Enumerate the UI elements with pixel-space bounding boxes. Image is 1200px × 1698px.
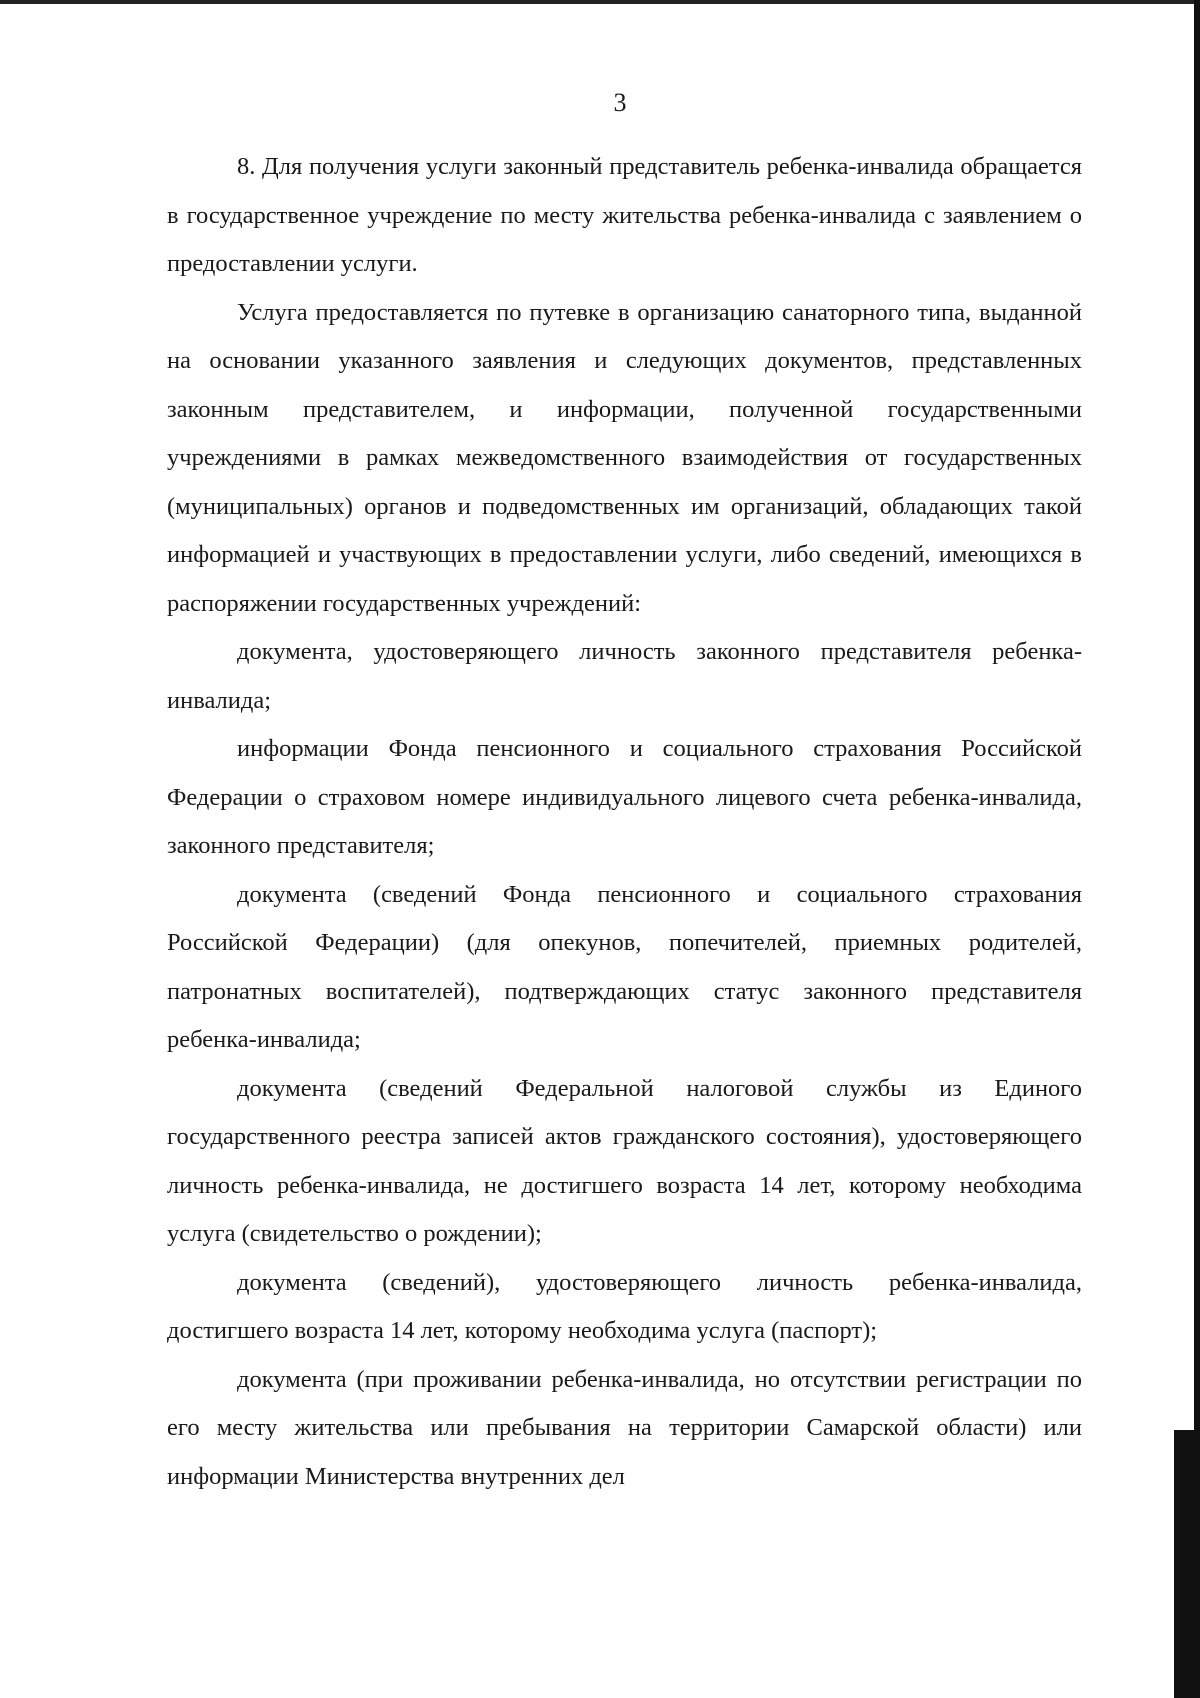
scan-right-edge-shadow-lower (1174, 1430, 1200, 1698)
document-body (167, 143, 1082, 1501)
paragraph-doc-passport: документа (сведений), удостоверяющего личность ребенка-инвалида, достигшего возраста 14 лет, которому необходима услуга (паспорт); (167, 1268, 1082, 1344)
paragraph-pension-fund-info: информации Фонда пенсионного и социального страхования Российской Федерации о страховом номере индивидуального лицевого счета ребенка-инвалида, законного представителя; (167, 735, 1082, 859)
paragraph-doc-representative-status: документа (сведений Фонда пенсионного и социального страхования Российской Федерации) (для опекунов, попечителей, приемных родителей, патронатных воспитателей), подтверждающих статус законного представителя ребенка-инвалида; (167, 880, 1082, 1053)
paragraph-doc-birth-certificate: документа (сведений Федеральной налоговой службы из Единого государственного реестра записей актов гражданского состояния), удостоверяющего личность ребенка-инвалида, не достигшего возраста 14 лет, которому необходима услуга (свидетельство о рождении); (167, 1074, 1082, 1247)
scan-top-edge-line (0, 0, 1200, 4)
page-number: 3 (613, 88, 627, 117)
paragraph-service-provision: Услуга предоставляется по путевке в организацию санаторного типа, выданной на основании указанного заявления и следующих документов, представленных законным представителем, и информации, полученной государственными учреждениями в рамках межведомственного взаимодействия от государственных (муниципальных) органов и подведомственных им организаций, обладающих такой информацией и участвующих в предоставлении услуги, либо сведений, имеющихся в распоряжении государственных учреждений: (167, 298, 1082, 617)
paragraph-doc-residence: документа (при проживании ребенка-инвалида, но отсутствии регистрации по его месту жительства или пребывания на территории Самарской области) или информации Министерства внутренних дел (167, 1365, 1082, 1490)
paragraph-doc-identity-representative: документа, удостоверяющего личность законного представителя ребенка-инвалида; (167, 638, 1082, 714)
paragraph-item-8-intro: 8. Для получения услуги законный представитель ребенка-инвалида обращается в государственное учреждение по месту жительства ребенка-инвалида с заявлением о предоставлении услуги. (167, 153, 1082, 277)
